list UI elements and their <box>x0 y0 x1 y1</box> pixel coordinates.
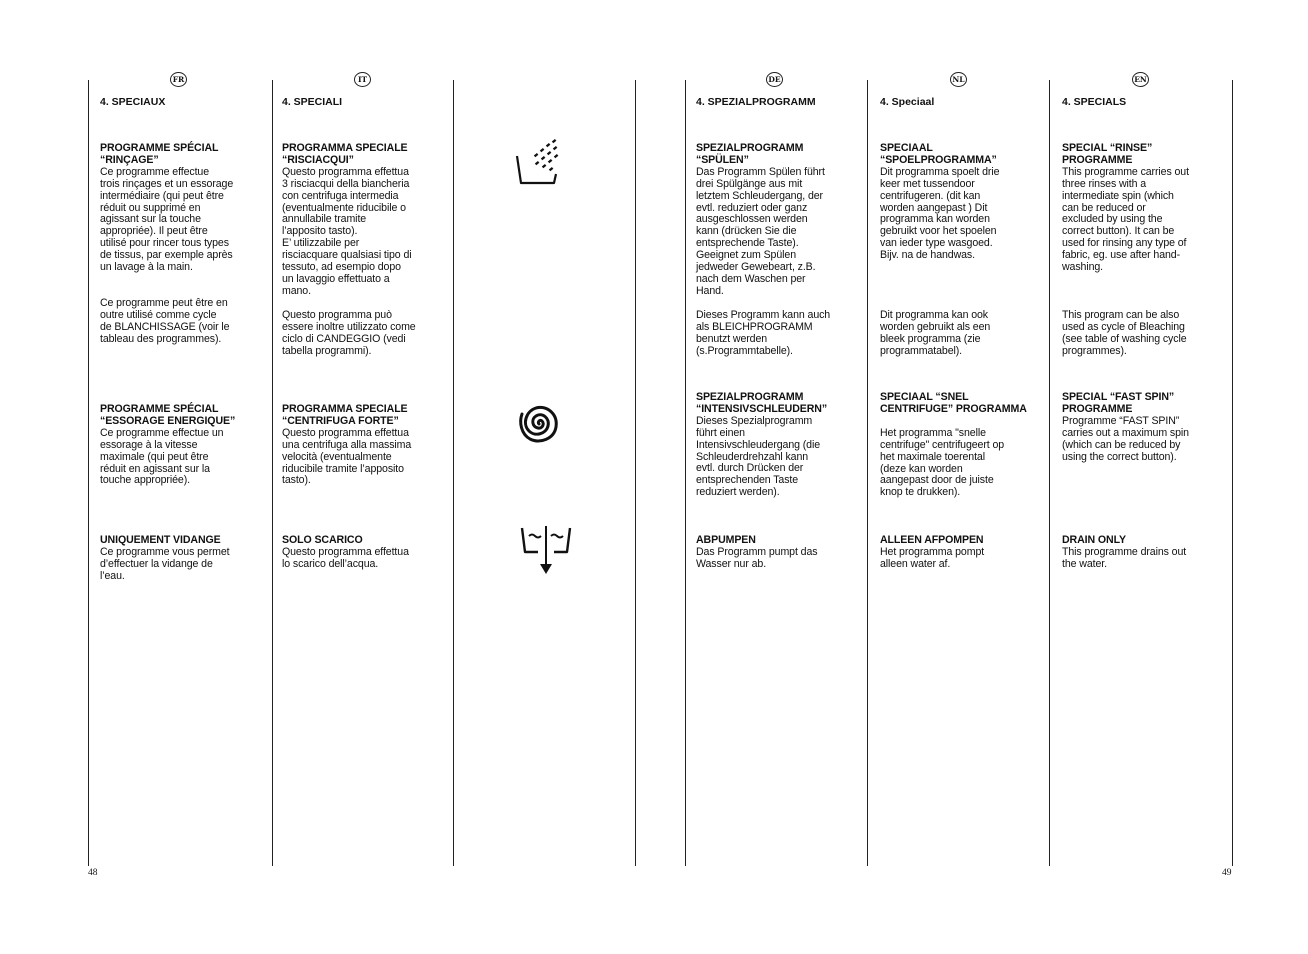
spin-body: Questo programma effettua una centrifuga alla massima velocità (eventualmente riducibile tramite l’apposito tasto). <box>282 426 412 487</box>
rinse-body: Dit programma spoelt drie keer met tussendoor centrifugeren. (dit kan worden aangepast ) Dit programma kan worden gebruikt voor het spoelen van ieder type wasgoed. Bijv. na de handwas. <box>880 165 1000 262</box>
rinse-body: Ce programme effectue trois rinçages et un essorage intermédiaire (qui peut être réduit ou supprimé en agissant sur la touche appropriée). Il peut être utilisé pour rincer tous types de tissus, par exemple après un lavage à la main. <box>100 165 234 274</box>
section-heading: 4. Speciaal <box>880 96 935 108</box>
column-divider <box>1049 80 1050 866</box>
spin-body: Het programma "snelle centrifuge" centrifugeert op het maximale toerental (deze kan worden aangepast door de juiste knop te drukken). <box>880 426 1005 499</box>
language-badge-de: DE <box>766 72 783 87</box>
drain-title: DRAIN ONLY <box>1062 534 1126 546</box>
spin-title: SPECIAAL “SNEL CENTRIFUGE” PROGRAMMA <box>880 391 1027 415</box>
spin-icon <box>516 400 562 446</box>
spin-title: SPECIAL “FAST SPIN” PROGRAMME <box>1062 391 1175 415</box>
spin-body: Ce programme effectue un essorage à la vitesse maximale (qui peut être réduit en agissant sur la touche appropriée). <box>100 426 224 487</box>
section-heading: 4. SPECIALS <box>1062 96 1127 108</box>
rinse-title: PROGRAMMA SPECIALE “RISCIACQUI” <box>282 142 408 166</box>
rinse-body: Questo programma effettua 3 risciacqui della biancheria con centrifuga intermedia (eventualmente riducibile o annullabile tramite l’apposito tasto). E’ utilizzabile per risciacquare qualsiasi tipo di tessuto, ad esempio dopo un lavaggio effettuato a mano. <box>282 165 412 297</box>
column-divider <box>867 80 868 866</box>
rinse-icon <box>512 138 562 188</box>
rinse-title: PROGRAMME SPÉCIAL “RINÇAGE” <box>100 142 219 166</box>
column-divider <box>1232 80 1233 866</box>
drain-body: Questo programma effettua lo scarico dell’acqua. <box>282 545 409 570</box>
rinse-bleach-note: Dieses Programm kann auch als BLEICHPROGRAMM benutzt werden (s.Programmtabelle). <box>696 308 831 357</box>
spin-body: Dieses Spezialprogramm führt einen Intensivschleudergang (die Schleuderdrehzahl kann evtl. durch Drücken der entsprechenden Taste reduziert werden). <box>696 414 821 499</box>
language-badge-fr: FR <box>170 72 187 87</box>
section-heading: 4. SPECIAUX <box>100 96 166 108</box>
column-divider <box>88 80 89 866</box>
spin-section <box>100 404 262 487</box>
drain-section <box>880 535 1042 571</box>
drain-icon <box>518 522 574 578</box>
spin-title: SPEZIALPROGRAMM “INTENSIVSCHLEUDERN” <box>696 391 828 415</box>
rinse-body: This programme carries out three rinses with a intermediate spin (which can be reduced or excluded by using the correct button). It can be used for rinsing any type of fabric, eg. use after hand- washing. <box>1062 165 1189 274</box>
drain-title: ABPUMPEN <box>696 534 756 546</box>
language-badge-nl: NL <box>950 72 967 87</box>
spin-title: PROGRAMME SPÉCIAL “ESSORAGE ENERGIQUE” <box>100 403 236 427</box>
rinse-bleach-note: Ce programme peut être en outre utilisé comme cycle de BLANCHISSAGE (voir le tableau des programmes). <box>100 296 230 345</box>
column-divider <box>635 80 636 866</box>
rinse-title: SPECIAL “RINSE” PROGRAMME <box>1062 142 1153 166</box>
rinse-section <box>696 143 858 357</box>
rinse-bleach-note: Questo programma può essere inoltre utilizzato come ciclo di CANDEGGIO (vedi tabella programmi). <box>282 308 416 357</box>
page-number-right: 49 <box>1222 868 1232 878</box>
drain-body: This programme drains out the water. <box>1062 545 1187 570</box>
rinse-title: SPEZIALPROGRAMM “SPÜLEN” <box>696 142 804 166</box>
spin-section <box>282 404 444 487</box>
drain-title: ALLEEN AFPOMPEN <box>880 534 984 546</box>
spin-section <box>1062 392 1224 463</box>
drain-title: UNIQUEMENT VIDANGE <box>100 534 221 546</box>
drain-section <box>696 535 858 571</box>
rinse-title: SPECIAAL “SPOELPROGRAMMA” <box>880 142 997 166</box>
section-heading: 4. SPEZIALPROGRAMM <box>696 96 816 108</box>
column-divider <box>685 80 686 866</box>
drain-section <box>1062 535 1224 571</box>
spin-section <box>696 392 858 499</box>
column-divider <box>453 80 454 866</box>
rinse-body: Das Programm Spülen führt drei Spülgänge aus mit letztem Schleudergang, der evtl. reduziert oder ganz ausgeschlossen werden kann (drücken Sie die entsprechende Taste). Geeignet zum Spülen jedweder Gewebeart, z.B. nach dem Waschen per Hand. <box>696 165 825 297</box>
spin-section <box>880 392 1042 499</box>
rinse-section <box>880 143 1042 358</box>
drain-title: SOLO SCARICO <box>282 534 363 546</box>
drain-body: Ce programme vous permet d’effectuer la vidange de l’eau. <box>100 545 230 582</box>
column-divider <box>272 80 273 866</box>
language-badge-it: IT <box>354 72 371 87</box>
drain-body: Das Programm pumpt das Wasser nur ab. <box>696 545 818 570</box>
rinse-section <box>282 143 444 357</box>
drain-section <box>100 535 262 583</box>
section-heading: 4. SPECIALI <box>282 96 343 108</box>
rinse-section <box>100 143 262 346</box>
page-number-left: 48 <box>88 868 98 878</box>
drain-section <box>282 535 444 571</box>
language-badge-en: EN <box>1132 72 1149 87</box>
spin-body: Programme “FAST SPIN” carries out a maximum spin (which can be reduced by using the correct button). <box>1062 414 1189 463</box>
drain-body: Het programma pompt alleen water af. <box>880 545 985 570</box>
rinse-section <box>1062 143 1224 358</box>
spin-title: PROGRAMMA SPECIALE “CENTRIFUGA FORTE” <box>282 403 408 427</box>
rinse-bleach-note: Dit programma kan ook worden gebruikt als een bleek programma (zie programmatabel). <box>880 309 991 357</box>
rinse-bleach-note: This program can be also used as cycle of Bleaching (see table of washing cycle programmes). <box>1062 308 1187 357</box>
